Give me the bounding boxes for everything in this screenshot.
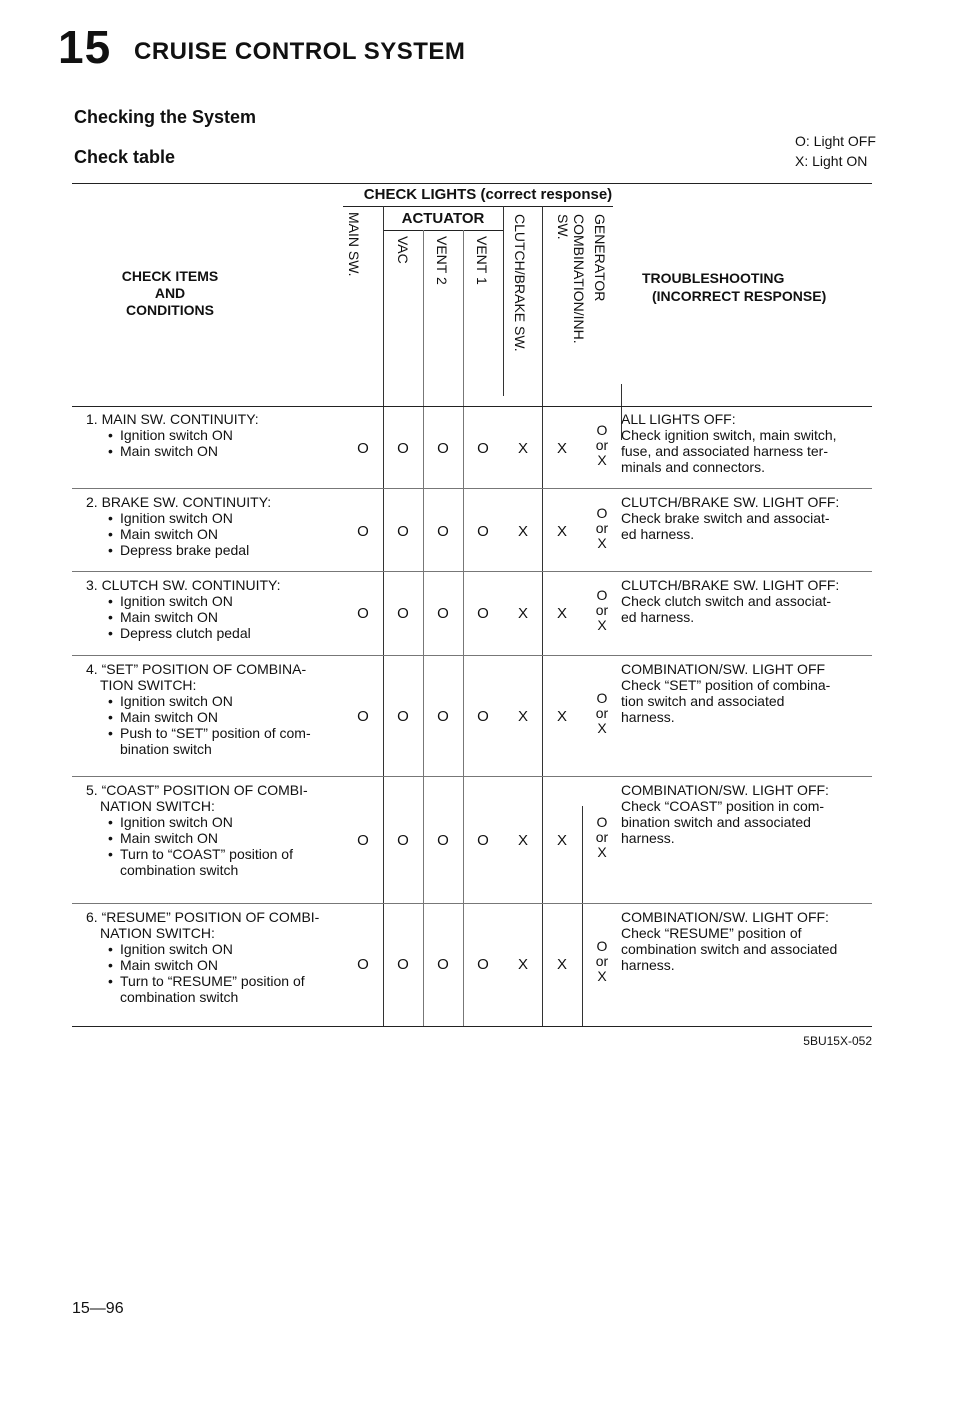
- response-cell: O: [397, 956, 409, 973]
- row-rule: [72, 571, 872, 572]
- generator-value: O: [596, 690, 608, 706]
- condition-item: • Main switch ON: [120, 609, 356, 625]
- troubleshooting-line: Check “COAST” position in com-: [621, 798, 825, 814]
- condition-item: • Main switch ON: [120, 957, 356, 973]
- condition-item: • Ignition switch ON: [120, 814, 356, 830]
- generator-value: X: [597, 968, 607, 984]
- troubleshooting-text: [621, 909, 881, 973]
- legend-off: O: Light OFF: [795, 133, 876, 149]
- troubleshooting-line: Check brake switch and associat-: [621, 510, 830, 526]
- check-item: [86, 661, 356, 757]
- check-item-title: 6. “RESUME” POSITION OF COMBI-: [86, 909, 320, 925]
- col-generator: GENERATOR: [592, 214, 608, 302]
- col-clutch-brake: CLUTCH/BRAKE SW.: [512, 214, 528, 352]
- response-cell: O: [477, 605, 489, 622]
- generator-value: O: [596, 938, 608, 954]
- condition-item: • Ignition switch ON: [120, 593, 356, 609]
- response-cell: O: [437, 440, 449, 457]
- generator-value: or: [595, 437, 609, 453]
- generator-value: O: [596, 814, 608, 830]
- troubleshooting-line: CLUTCH/BRAKE SW. LIGHT OFF:: [621, 577, 840, 593]
- condition-item: • Main switch ON: [120, 709, 356, 725]
- troubleshooting-line: (INCORRECT RESPONSE): [652, 288, 827, 304]
- check-item-title: NATION SWITCH:: [100, 925, 215, 941]
- response-cell: X: [556, 832, 567, 849]
- response-cell: X: [556, 956, 567, 973]
- condition-item: • Push to “SET” position of com- bination switch: [120, 725, 356, 757]
- troubleshooting-line: minals and connectors.: [621, 459, 765, 475]
- response-cell: O: [397, 440, 409, 457]
- check-item-title: 1. MAIN SW. CONTINUITY:: [86, 411, 259, 427]
- response-cell: X: [517, 708, 528, 725]
- actuator-header: ACTUATOR: [401, 210, 485, 227]
- response-cell: O: [477, 523, 489, 540]
- troubleshooting-text: [621, 661, 881, 725]
- check-item-title: TION SWITCH:: [100, 677, 197, 693]
- response-cell: X: [517, 956, 528, 973]
- generator-value: O: [596, 505, 608, 521]
- troubleshooting-line: ed harness.: [621, 526, 695, 542]
- condition-item: • Ignition switch ON: [120, 510, 356, 526]
- check-item-title: 4. “SET” POSITION OF COMBINA-: [86, 661, 307, 677]
- col-divider: [582, 806, 583, 1026]
- response-cell: O: [357, 832, 369, 849]
- response-cell: O: [357, 523, 369, 540]
- col-combination: COMBINATION/INH. SW.: [555, 214, 587, 344]
- generator-value: or: [595, 602, 609, 618]
- troubleshooting-line: harness.: [621, 957, 675, 973]
- generator-cell: [587, 939, 617, 984]
- response-cell: X: [517, 440, 528, 457]
- response-cell: X: [556, 523, 567, 540]
- col-divider: [423, 230, 424, 1026]
- row-rule: [72, 903, 872, 904]
- response-cell: O: [437, 708, 449, 725]
- response-cell: O: [357, 605, 369, 622]
- col-vac: VAC: [395, 236, 411, 264]
- response-cell: O: [477, 956, 489, 973]
- check-items-header: [100, 268, 240, 319]
- condition-item: • Depress clutch pedal: [120, 625, 356, 641]
- response-cell: X: [556, 708, 567, 725]
- check-item-title: 3. CLUTCH SW. CONTINUITY:: [86, 577, 281, 593]
- generator-cell: [587, 506, 617, 551]
- response-cell: O: [437, 956, 449, 973]
- condition-item: • Ignition switch ON: [120, 693, 356, 709]
- response-cell: X: [556, 605, 567, 622]
- response-cell: O: [357, 956, 369, 973]
- condition-item: • Main switch ON: [120, 443, 356, 459]
- col-main-sw: MAIN SW.: [346, 212, 362, 277]
- troubleshooting-line: Check “RESUME” position of: [621, 925, 802, 941]
- response-cell: O: [437, 832, 449, 849]
- response-cell: O: [357, 708, 369, 725]
- row-rule: [72, 776, 872, 777]
- response-cell: O: [437, 605, 449, 622]
- troubleshooting-line: harness.: [621, 709, 675, 725]
- response-cell: X: [517, 523, 528, 540]
- generator-value: or: [595, 705, 609, 721]
- response-cell: O: [397, 832, 409, 849]
- response-cell: O: [397, 523, 409, 540]
- response-cell: O: [437, 523, 449, 540]
- troubleshooting-text: [621, 411, 881, 475]
- troubleshooting-text: [621, 782, 881, 846]
- troubleshooting-line: ed harness.: [621, 609, 695, 625]
- troubleshooting-text: [621, 494, 881, 542]
- generator-value: X: [597, 720, 607, 736]
- response-cell: O: [397, 605, 409, 622]
- response-cell: O: [477, 440, 489, 457]
- col-vent1: VENT 1: [474, 236, 490, 285]
- condition-item: • Turn to “COAST” position of combination switch: [120, 846, 356, 878]
- actuator-rule: [383, 230, 503, 231]
- generator-value: X: [597, 844, 607, 860]
- check-items-line: AND: [154, 285, 186, 301]
- generator-value: O: [596, 587, 608, 603]
- section-title: CRUISE CONTROL SYSTEM: [134, 38, 466, 65]
- table-title: Check table: [74, 147, 176, 167]
- row-rule: [72, 655, 872, 656]
- col-divider: [463, 230, 464, 1026]
- check-lights-header: CHECK LIGHTS (correct response): [363, 186, 613, 203]
- troubleshooting-line: CLUTCH/BRAKE SW. LIGHT OFF:: [621, 494, 840, 510]
- check-items-line: CONDITIONS: [126, 302, 214, 318]
- troubleshooting-line: Check ignition switch, main switch,: [621, 427, 837, 443]
- generator-value: X: [597, 617, 607, 633]
- generator-value: O: [596, 422, 608, 438]
- condition-item: • Ignition switch ON: [120, 941, 356, 957]
- generator-cell: [587, 815, 617, 860]
- col-divider: [503, 206, 504, 396]
- response-cell: O: [397, 708, 409, 725]
- troubleshooting-line: COMBINATION/SW. LIGHT OFF:: [621, 782, 829, 798]
- condition-item: • Turn to “RESUME” position of combination switch: [120, 973, 356, 1005]
- page-number: 15—96: [72, 1300, 124, 1317]
- troubleshooting-line: harness.: [621, 830, 675, 846]
- troubleshooting-line: fuse, and associated harness ter-: [621, 443, 829, 459]
- condition-item: • Ignition switch ON: [120, 427, 356, 443]
- col-vent2: VENT 2: [434, 236, 450, 285]
- check-item-title: 5. “COAST” POSITION OF COMBI-: [86, 782, 308, 798]
- troubleshooting-line: Check clutch switch and associat-: [621, 593, 832, 609]
- check-item: [86, 494, 356, 558]
- check-items-line: CHECK ITEMS: [121, 268, 219, 284]
- generator-value: or: [595, 953, 609, 969]
- check-item-title: 2. BRAKE SW. CONTINUITY:: [86, 494, 272, 510]
- troubleshooting-header: [630, 269, 870, 305]
- figure-code: 5BU15X-052: [803, 1034, 872, 1048]
- troubleshooting-line: bination switch and associated: [621, 814, 811, 830]
- response-cell: O: [477, 708, 489, 725]
- check-item: [86, 782, 356, 878]
- troubleshooting-line: Check “SET” position of combina-: [621, 677, 831, 693]
- condition-item: • Main switch ON: [120, 526, 356, 542]
- troubleshooting-line: TROUBLESHOOTING: [642, 270, 785, 286]
- table-top-rule: [72, 183, 872, 184]
- response-cell: X: [517, 605, 528, 622]
- check-item: [86, 411, 356, 459]
- condition-item: • Main switch ON: [120, 830, 356, 846]
- response-cell: O: [357, 440, 369, 457]
- generator-value: or: [595, 520, 609, 536]
- generator-value: X: [597, 535, 607, 551]
- legend-on: X: Light ON: [795, 153, 868, 169]
- generator-cell: [587, 691, 617, 736]
- check-item: [86, 577, 356, 641]
- troubleshooting-text: [621, 577, 881, 625]
- generator-cell: [587, 588, 617, 633]
- troubleshooting-line: combination switch and associated: [621, 941, 838, 957]
- troubleshooting-line: COMBINATION/SW. LIGHT OFF:: [621, 909, 829, 925]
- subtitle: Checking the System: [74, 107, 257, 127]
- row-rule: [72, 488, 872, 489]
- generator-value: X: [597, 452, 607, 468]
- troubleshooting-line: ALL LIGHTS OFF:: [621, 411, 736, 427]
- generator-value: or: [595, 829, 609, 845]
- response-cell: X: [556, 440, 567, 457]
- response-cell: O: [477, 832, 489, 849]
- row-rule: [72, 406, 872, 407]
- check-item: [86, 909, 356, 1005]
- response-cell: X: [517, 832, 528, 849]
- troubleshooting-line: tion switch and associated: [621, 693, 785, 709]
- troubleshooting-line: COMBINATION/SW. LIGHT OFF: [621, 661, 826, 677]
- check-item-title: NATION SWITCH:: [100, 798, 215, 814]
- table-bottom-rule: [72, 1026, 872, 1027]
- generator-cell: [587, 423, 617, 468]
- condition-item: • Depress brake pedal: [120, 542, 356, 558]
- section-number: 15: [58, 21, 112, 73]
